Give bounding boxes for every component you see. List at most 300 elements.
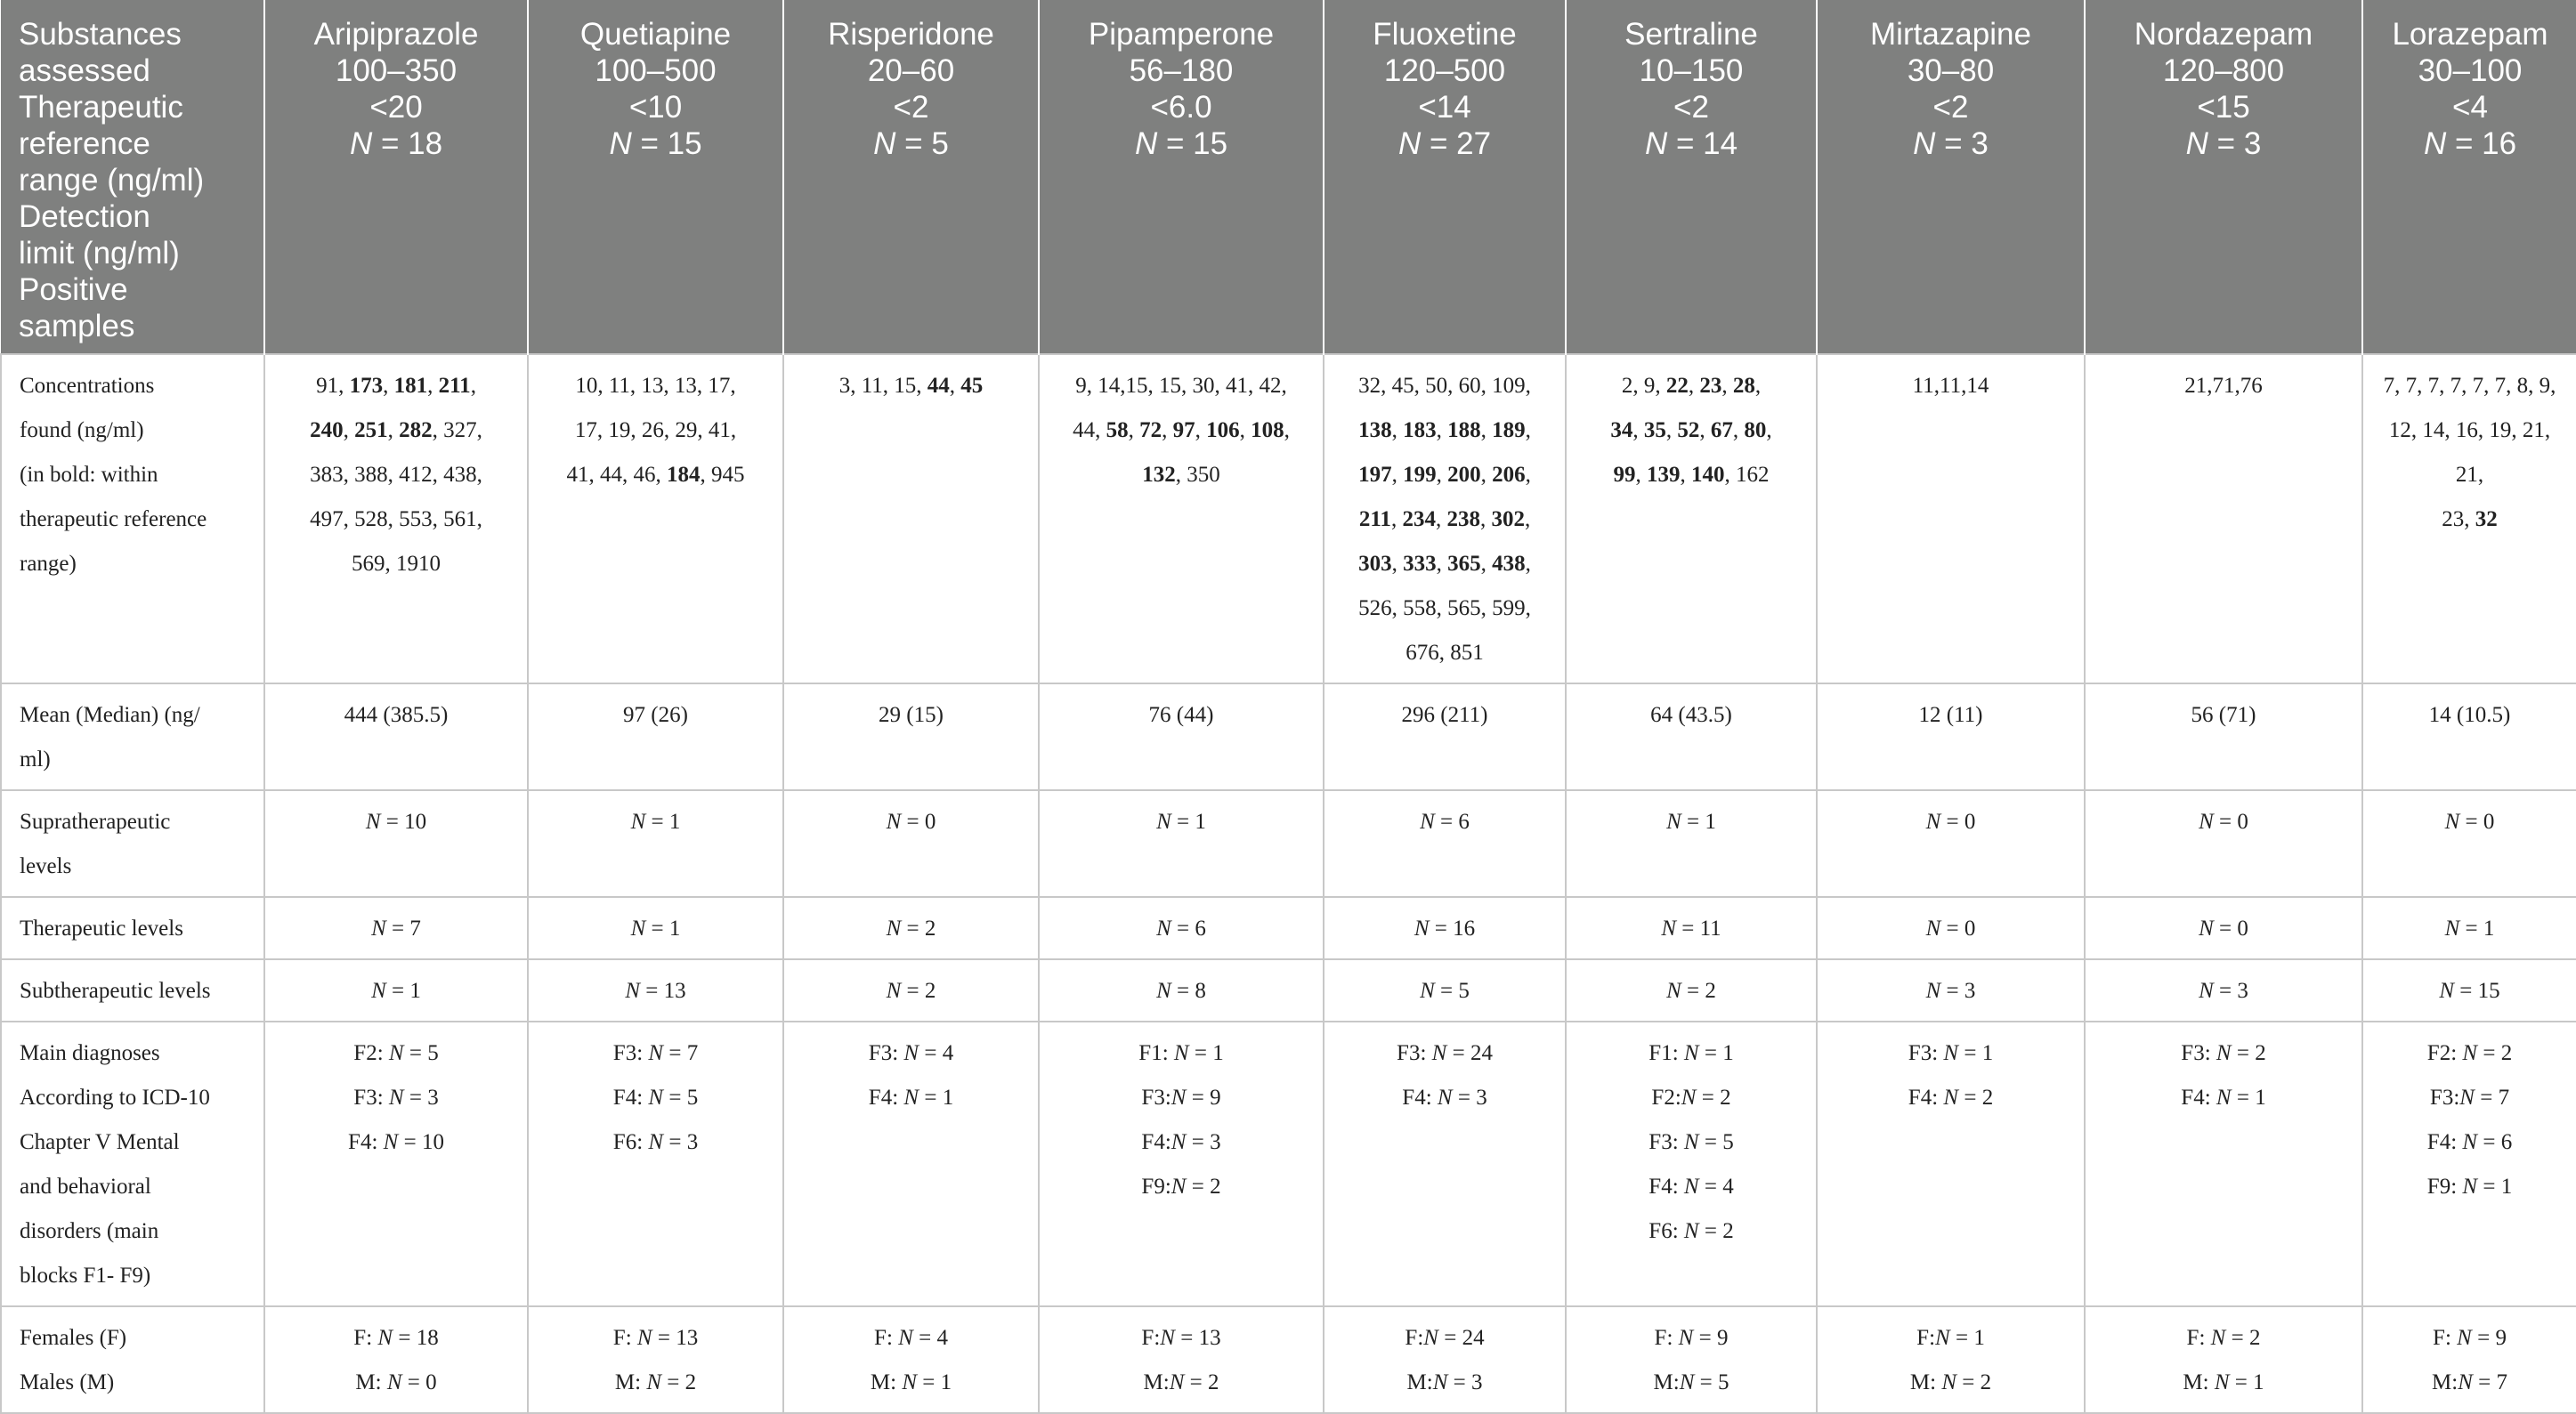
count-line [1335, 1031, 1554, 1076]
table-cell [2362, 897, 2576, 959]
table-cell [1039, 959, 1324, 1022]
concentration-text: , [1699, 418, 1711, 442]
count-value: = 5 [1698, 1130, 1734, 1154]
cell-value: 29 (15) [879, 703, 944, 727]
table-cell [1324, 683, 1566, 790]
count-value: = 1 [2229, 1370, 2264, 1394]
substance-header [2362, 0, 2576, 354]
therapeutic-range: 100–350 [335, 53, 458, 88]
n-symbol: N [2444, 810, 2460, 834]
table-cell [264, 897, 528, 959]
n-symbol: N [2457, 1326, 2472, 1350]
detection-limit: <2 [893, 90, 929, 125]
concentration-text: 17, 19, 26, 29, 41, [574, 418, 737, 442]
n-symbol: N [1943, 1041, 1959, 1065]
table-cell [2362, 1306, 2576, 1413]
count-prefix: F4: [1402, 1086, 1438, 1110]
positive-samples [793, 125, 1029, 162]
count-line [2096, 800, 2351, 844]
concentration-line [2374, 408, 2565, 497]
count-line [276, 1316, 516, 1361]
concentration-text: , [1688, 374, 1700, 398]
concentration-text: , [1721, 374, 1733, 398]
substance-name: Mirtazapine [1870, 17, 2031, 52]
concentration-in-range: 139 [1647, 463, 1681, 487]
table-cell [1566, 1306, 1817, 1413]
n-symbol: N [1678, 1326, 1694, 1350]
concentration-in-range: 106 [1206, 418, 1240, 442]
n-symbol: N [2199, 979, 2214, 1003]
concentration-line [1050, 453, 1312, 497]
table-cell [1324, 1022, 1566, 1306]
concentration-line [1335, 364, 1554, 408]
concentration-text: , [1239, 418, 1252, 442]
count-value: = 2 [901, 917, 936, 941]
concentration-in-range: 197 [1358, 463, 1392, 487]
row-label-line: Chapter V Mental [20, 1130, 180, 1154]
count-prefix: F3: [868, 1041, 904, 1065]
count-prefix: F3: [2181, 1041, 2216, 1065]
n-symbol: N [2439, 979, 2455, 1003]
n-symbol: N [646, 1370, 661, 1394]
concentration-text: 569, 1910 [352, 552, 441, 576]
count-value: = 9 [1186, 1086, 1221, 1110]
n-symbol: N [1683, 1130, 1699, 1154]
count-line [795, 800, 1027, 844]
n-symbol: N [903, 1041, 919, 1065]
count-prefix: M: [355, 1370, 387, 1394]
table-cell [528, 790, 783, 897]
n-symbol: N [648, 1086, 664, 1110]
table-cell [264, 354, 528, 683]
substance-header [1566, 0, 1817, 354]
concentration-text: , [343, 418, 355, 442]
header-label-line: Substances [19, 17, 182, 52]
concentration-line [539, 453, 772, 497]
n-symbol: N [2458, 1370, 2473, 1394]
concentration-in-range: 23 [1699, 374, 1722, 398]
count-value: = 2 [2231, 1041, 2266, 1065]
count-prefix: F4: [2181, 1086, 2216, 1110]
row-label-line: Therapeutic levels [20, 917, 183, 941]
concentration-in-range: 199 [1403, 463, 1437, 487]
cell-value: 64 (43.5) [1650, 703, 1732, 727]
substance-name: Sertraline [1624, 17, 1758, 52]
count-line [1828, 800, 2073, 844]
n-symbol: N [1666, 979, 1681, 1003]
substance-header [2085, 0, 2362, 354]
table-cell [1039, 354, 1324, 683]
n-symbol: N [1683, 1219, 1699, 1243]
concentration-text: , 162 [1724, 463, 1770, 487]
concentration-text: , [387, 418, 400, 442]
concentration-line [539, 408, 772, 453]
n-symbol: N [1169, 1370, 1185, 1394]
count-line [2374, 1031, 2565, 1076]
concentration-in-range: 28 [1732, 374, 1755, 398]
count-value: = 7 [385, 917, 421, 941]
concentration-text: , [1480, 463, 1493, 487]
count-value: = 0 [401, 1370, 437, 1394]
concentration-in-range: 34 [1610, 418, 1633, 442]
row-label [1, 354, 264, 683]
count-line [1577, 1165, 1805, 1209]
count-line [2374, 1076, 2565, 1120]
count-prefix: F4: [2426, 1130, 2463, 1154]
n-symbol: N [1913, 126, 1936, 161]
count-value: = 1 [1188, 1041, 1224, 1065]
concentration-text: , [1284, 418, 1290, 442]
count-value: = 8 [1171, 979, 1206, 1003]
table-cell [2085, 1022, 2362, 1306]
table-cell [528, 683, 783, 790]
concentration-text: , [1732, 418, 1745, 442]
count-line [1828, 907, 2073, 951]
table-cell [2362, 1022, 2576, 1306]
row-label-line: Concentrations [20, 374, 155, 398]
count-line [2096, 1076, 2351, 1120]
concentration-in-range: 189 [1492, 418, 1526, 442]
count-prefix: F4: [348, 1130, 384, 1154]
concentration-in-range: 80 [1744, 418, 1767, 442]
count-value: = 13 [640, 979, 686, 1003]
concentration-text: 12, 14, 16, 19, 21, 21, [2388, 418, 2551, 487]
concentration-text: , [1632, 418, 1644, 442]
table-cell [1039, 790, 1324, 897]
detection-limit: <6.0 [1150, 90, 1212, 125]
concentration-in-range: 234 [1402, 507, 1436, 531]
count-prefix: F4: [612, 1086, 649, 1110]
concentration-in-range: 181 [393, 374, 428, 398]
n-symbol: N [1171, 1175, 1187, 1199]
table-cell [1039, 1306, 1324, 1413]
count-line [539, 969, 772, 1014]
count-value: = 6 [1434, 810, 1470, 834]
detection-limit: <20 [369, 90, 423, 125]
therapeutic-range: 56–180 [1129, 53, 1234, 88]
count-line [2374, 907, 2565, 951]
table-cell [1817, 1306, 2085, 1413]
concentration-text: , 945 [700, 463, 745, 487]
concentration-in-range: 140 [1691, 463, 1725, 487]
detection-limit: <2 [1932, 90, 1969, 125]
concentration-text: 10, 11, 13, 13, 17, [575, 374, 736, 398]
count-prefix: F9: [1141, 1175, 1171, 1199]
concentration-line [276, 453, 516, 497]
table-cell [2085, 683, 2362, 790]
n-symbol: N [1644, 126, 1668, 161]
count-value: = 2 [661, 1370, 697, 1394]
count-value: = 24 [1446, 1041, 1493, 1065]
count-line [795, 969, 1027, 1014]
n-symbol: N [1661, 917, 1676, 941]
table-cell [264, 1022, 528, 1306]
concentration-text: , 327, [432, 418, 482, 442]
n-value: = 15 [631, 126, 702, 161]
count-prefix: F6: [1648, 1219, 1684, 1243]
table-cell [1324, 790, 1566, 897]
n-symbol: N [371, 917, 386, 941]
concentration-text: , [1665, 418, 1678, 442]
count-line [1050, 1361, 1312, 1405]
n-symbol: N [1171, 1086, 1187, 1110]
concentration-text: , [1525, 552, 1531, 576]
table-cell [264, 683, 528, 790]
n-value: = 5 [895, 126, 949, 161]
table-row-diagnoses [1, 1022, 2576, 1306]
n-symbol: N [1134, 126, 1158, 161]
n-symbol: N [2216, 1086, 2232, 1110]
count-value: = 4 [1698, 1175, 1734, 1199]
concentration-text: 497, 528, 553, 561, [310, 507, 482, 531]
concentration-line [1335, 408, 1554, 453]
count-prefix: F4: [1908, 1086, 1944, 1110]
concentration-text: 41, 44, 46, [566, 463, 667, 487]
count-prefix: F: [2186, 1326, 2211, 1350]
concentration-in-range: 22 [1665, 374, 1689, 398]
n-symbol: N [886, 917, 902, 941]
n-symbol: N [873, 126, 896, 161]
count-prefix: F2: [2426, 1041, 2463, 1065]
count-prefix: F4: [868, 1086, 904, 1110]
positive-samples [2094, 125, 2353, 162]
concentration-text: 11,11,14 [1912, 374, 1989, 398]
row-label-line: levels [20, 854, 72, 878]
row-label [1, 1306, 264, 1413]
concentration-in-range: 211 [1358, 507, 1391, 531]
count-line [1050, 907, 1312, 951]
concentration-text: , [1391, 463, 1404, 487]
n-symbol: N [630, 810, 646, 834]
count-line [795, 1316, 1027, 1361]
count-line [2374, 1165, 2565, 1209]
concentration-in-range: 206 [1492, 463, 1526, 487]
count-value: = 5 [1434, 979, 1470, 1003]
n-symbol: N [1935, 1326, 1950, 1350]
count-line [795, 1361, 1027, 1405]
n-symbol: N [349, 126, 373, 161]
concentration-in-range: 97 [1172, 418, 1195, 442]
count-value: = 2 [1698, 1219, 1734, 1243]
count-value: = 2 [1186, 1175, 1221, 1199]
count-value: = 10 [380, 810, 427, 834]
row-label-line: Main diagnoses [20, 1041, 160, 1065]
n-symbol: N [625, 979, 641, 1003]
row-label-line: (in bold: within [20, 463, 158, 487]
concentration-text: , [1680, 463, 1691, 487]
concentration-in-range: 44 [927, 374, 950, 398]
table-row-concentrations [1, 354, 2576, 683]
header-label-line: assessed [19, 53, 150, 88]
table-cell [1817, 897, 2085, 959]
count-value: = 9 [1693, 1326, 1729, 1350]
table-cell [1039, 897, 1324, 959]
n-symbol: N [388, 1086, 404, 1110]
n-symbol: N [2199, 917, 2214, 941]
count-value: = 1 [2231, 1086, 2266, 1110]
row-label-line: Males (M) [20, 1370, 115, 1394]
n-symbol: N [1173, 1041, 1189, 1065]
n-symbol: N [1925, 979, 1941, 1003]
count-line [1828, 1076, 2073, 1120]
count-value: = 0 [901, 810, 936, 834]
table-cell [1566, 897, 1817, 959]
count-line [2096, 1361, 2351, 1405]
count-value: = 1 [919, 1086, 954, 1110]
header-label-line: Detection [19, 199, 150, 234]
concentration-line [795, 364, 1027, 408]
count-value: = 13 [1174, 1326, 1221, 1350]
row-label-line: Supratherapeutic [20, 810, 171, 834]
concentration-text: , [1436, 552, 1448, 576]
n-symbol: N [1397, 126, 1422, 161]
detection-limit: <4 [2452, 90, 2488, 125]
count-line [1050, 1120, 1312, 1165]
count-line [1577, 907, 1805, 951]
count-value: = 0 [2213, 917, 2248, 941]
table-cell [528, 897, 783, 959]
table-cell [783, 354, 1039, 683]
detection-limit: <15 [2197, 90, 2250, 125]
substance-name: Quetiapine [579, 17, 732, 52]
table-cell [783, 959, 1039, 1022]
count-line [276, 800, 516, 844]
row-label-line: and behavioral [20, 1175, 151, 1199]
concentration-line [1335, 497, 1554, 542]
concentration-in-range: 251 [354, 418, 388, 442]
concentration-text: 91, [316, 374, 350, 398]
substance-name: Nordazepam [2134, 17, 2313, 52]
table-cell [783, 683, 1039, 790]
count-line [276, 1361, 516, 1405]
concentration-text: 21,71,76 [2184, 374, 2263, 398]
table-cell [2085, 1306, 2362, 1413]
n-symbol: N [1925, 810, 1941, 834]
count-value: = 2 [901, 979, 936, 1003]
count-value: = 1 [645, 810, 681, 834]
count-value: = 3 [663, 1130, 699, 1154]
count-line [276, 1076, 516, 1120]
n-symbol: N [648, 1130, 664, 1154]
count-prefix: F: [1405, 1326, 1424, 1350]
substance-header [1039, 0, 1324, 354]
concentration-line [276, 408, 516, 453]
count-line [1335, 1316, 1554, 1361]
count-line [1335, 1361, 1554, 1405]
n-symbol: N [2423, 126, 2447, 161]
therapeutic-range: 10–150 [1639, 53, 1744, 88]
count-value: = 2 [1696, 1086, 1731, 1110]
count-prefix: F4: [1141, 1130, 1171, 1154]
concentration-line [1335, 453, 1554, 497]
concentration-in-range: 211 [438, 374, 471, 398]
row-label-line: Females (F) [20, 1326, 127, 1350]
count-line [539, 1031, 772, 1076]
header-label-line: reference [19, 126, 150, 161]
count-prefix: F: [874, 1326, 899, 1350]
n-symbol: N [1681, 1086, 1697, 1110]
count-value: = 3 [1452, 1086, 1487, 1110]
table-cell [2362, 683, 2576, 790]
count-line [1828, 1031, 2073, 1076]
concentration-in-range: 200 [1447, 463, 1481, 487]
n-value: = 3 [1935, 126, 1989, 161]
substance-name: Lorazepam [2392, 17, 2548, 52]
n-symbol: N [1160, 1326, 1175, 1350]
substance-header [528, 0, 783, 354]
n-symbol: N [1420, 979, 1435, 1003]
header-label-line: range (ng/ml) [19, 163, 205, 198]
table-cell [1039, 1022, 1324, 1306]
row-label-line: According to ICD-10 [20, 1086, 210, 1110]
header-label-line: Positive [19, 272, 128, 307]
substance-name: Pipamperone [1088, 17, 1275, 52]
count-value: = 1 [1681, 810, 1716, 834]
n-symbol: N [636, 1326, 652, 1350]
concentration-text: 526, 558, 565, 599, [1358, 596, 1531, 620]
count-line [539, 1120, 772, 1165]
table-cell [1817, 1022, 2085, 1306]
concentration-line [1577, 364, 1805, 408]
row-label-line: Subtherapeutic levels [20, 979, 211, 1003]
count-line [276, 1120, 516, 1165]
n-symbol: N [898, 1326, 913, 1350]
count-value: = 0 [2213, 810, 2248, 834]
concentration-text: , [1435, 507, 1447, 531]
concentration-line [276, 497, 516, 542]
count-value: = 2 [1184, 1370, 1219, 1394]
count-value: = 16 [1429, 917, 1476, 941]
detection-limit: <14 [1418, 90, 1471, 125]
count-line [1050, 1165, 1312, 1209]
table-cell [783, 790, 1039, 897]
n-value: = 18 [372, 126, 443, 161]
cell-value: 76 (44) [1148, 703, 1214, 727]
n-symbol: N [2462, 1175, 2478, 1199]
count-line [1828, 1361, 2073, 1405]
table-cell [1566, 354, 1817, 683]
count-prefix: F3: [1908, 1041, 1944, 1065]
table-cell [264, 790, 528, 897]
row-label [1, 897, 264, 959]
table-row-mean [1, 683, 2576, 790]
positive-samples [1333, 125, 1556, 162]
count-line [276, 907, 516, 951]
n-value: = 27 [1421, 126, 1492, 161]
count-line [1577, 1076, 1805, 1120]
concentration-text: , [383, 374, 394, 398]
count-prefix: F: [1916, 1326, 1936, 1350]
count-prefix: F: [612, 1326, 637, 1350]
concentration-line [1335, 631, 1554, 675]
concentration-line [1335, 542, 1554, 586]
header-label-line: limit (ng/ml) [19, 236, 180, 271]
count-value: = 3 [1940, 979, 1976, 1003]
count-value: = 3 [1447, 1370, 1483, 1394]
concentration-in-range: 438 [1492, 552, 1526, 576]
concentration-text: , [1480, 552, 1493, 576]
concentration-text: 44, [1073, 418, 1106, 442]
count-value: = 18 [393, 1326, 439, 1350]
count-prefix: M: [2183, 1370, 2215, 1394]
table-cell [2085, 959, 2362, 1022]
table-cell [1817, 959, 2085, 1022]
n-symbol: N [2444, 917, 2460, 941]
count-line [276, 969, 516, 1014]
concentration-in-range: 108 [1251, 418, 1284, 442]
count-line [1577, 1031, 1805, 1076]
concentration-text: , [1128, 418, 1140, 442]
